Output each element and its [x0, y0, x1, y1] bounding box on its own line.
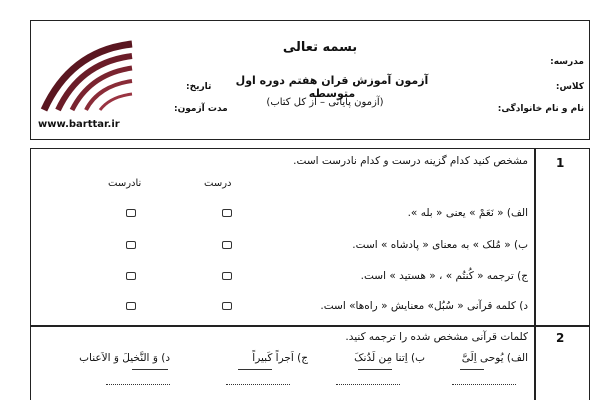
true-false-item: ب) « مُلک » به معنای « پادشاه » است.: [352, 239, 528, 251]
answer-line[interactable]: [336, 384, 400, 385]
website-url: www.barttar.ir: [38, 119, 120, 130]
true-false-item: الف) « نَعَمْ » یعنی « بله ».: [407, 207, 528, 219]
answer-line[interactable]: [226, 384, 290, 385]
question-prompt: مشخص کنید کدام گزینه درست و کدام نادرست است.: [293, 155, 528, 167]
highlight-underline: [132, 369, 168, 370]
question-number: 2: [556, 331, 565, 345]
translation-item: ب) اِتنا مِن لَدُنکَ: [354, 352, 425, 364]
student-name-label: نام و نام خانوادگی:: [497, 104, 584, 114]
exam-subtitle: (آزمون پایانی – از کل کتاب): [266, 97, 384, 108]
class-label: کلاس:: [555, 82, 584, 92]
exam-title: آزمون آموزش قران هفتم دوره اول متوسطه: [235, 74, 429, 100]
translation-item: الف) یُوحی اِلَیَّ: [461, 352, 528, 364]
column-header-false: نادرست: [108, 178, 142, 189]
true-false-item: ج) ترجمه « کُنتُم » ، « هستید » است.: [360, 270, 528, 282]
true-false-item: د) کلمه قرآنی « سُبُل» معنایش « راه‌ها» است.: [320, 300, 528, 312]
translation-item: ج) اَجراً کَبیراً: [252, 352, 308, 364]
duration-label: مدت آزمون:: [174, 104, 228, 114]
date-label: تاریخ:: [186, 82, 212, 92]
true-checkbox[interactable]: [222, 241, 232, 249]
false-checkbox[interactable]: [126, 272, 136, 280]
school-label: مدرسه:: [550, 57, 584, 67]
question-row-divider: [30, 325, 590, 327]
bismillah-heading: بسمه تعالی: [282, 40, 358, 55]
false-checkbox[interactable]: [126, 209, 136, 217]
answer-line[interactable]: [106, 384, 170, 385]
highlight-underline: [238, 369, 272, 370]
false-checkbox[interactable]: [126, 302, 136, 310]
column-header-true: درست: [204, 178, 232, 189]
number-column-divider: [534, 148, 536, 400]
true-checkbox[interactable]: [222, 209, 232, 217]
true-checkbox[interactable]: [222, 272, 232, 280]
question-number: 1: [556, 156, 565, 170]
true-checkbox[interactable]: [222, 302, 232, 310]
question-prompt: کلمات قرآنی مشخص شده را ترجمه کنید.: [345, 331, 528, 343]
highlight-underline: [460, 369, 484, 370]
false-checkbox[interactable]: [126, 241, 136, 249]
site-logo: [36, 36, 136, 116]
translation-item: د) وَ النَّخیلَ وَ الاَعناب: [79, 352, 170, 364]
highlight-underline: [358, 369, 392, 370]
answer-line[interactable]: [452, 384, 516, 385]
